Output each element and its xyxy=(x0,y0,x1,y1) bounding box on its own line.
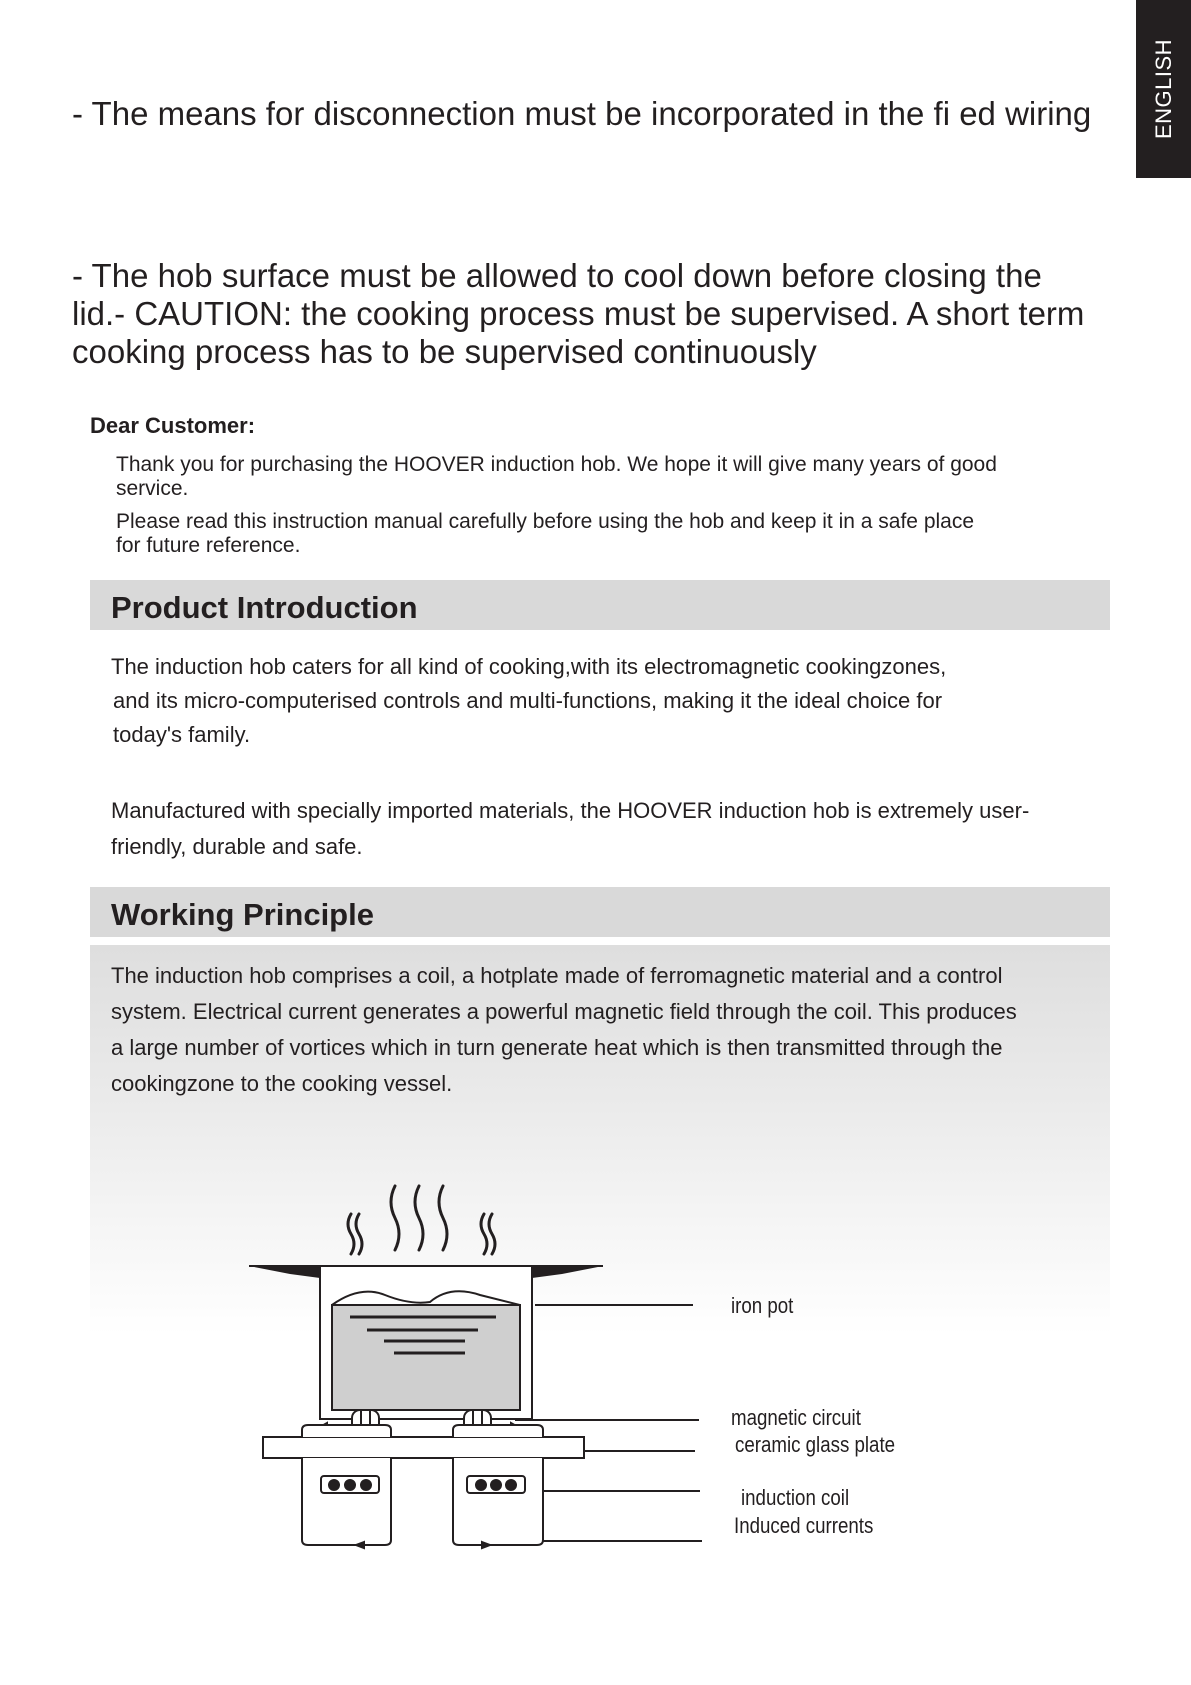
iron-pot-icon xyxy=(249,1266,603,1419)
working-principle-line-3: a large number of vortices which in turn generate heat which is then transmitted through the xyxy=(111,1035,1003,1060)
product-intro-p1-line-2: and its micro-computerised controls and multi-functions, making it the ideal choice for xyxy=(113,688,943,713)
language-label: ENGLISH xyxy=(1150,38,1176,140)
product-intro-heading: Product Introduction xyxy=(111,590,418,625)
read-line-1: Please read this instruction manual carefully before using the hob and keep it in a safe place xyxy=(116,510,975,533)
working-principle-heading: Working Principle xyxy=(111,897,374,932)
product-intro-p2-line-2: friendly, durable and safe. xyxy=(111,834,363,859)
salutation: Dear Customer: xyxy=(90,413,256,438)
label-magnetic-circuit: magnetic circuit xyxy=(731,1405,861,1430)
working-principle-line-4: cookingzone to the cooking vessel. xyxy=(111,1071,453,1096)
read-line-2: for future reference. xyxy=(116,534,301,557)
steam-icon xyxy=(348,1186,495,1254)
product-intro-p2-line-1: Manufactured with specially imported materials, the HOOVER induction hob is extremely user- xyxy=(111,798,1030,823)
product-intro-p1-line-3: today's family. xyxy=(113,722,251,747)
label-iron-pot: iron pot xyxy=(731,1293,794,1318)
warning-cool-down-line-3: cooking process has to be supervised continuously xyxy=(72,333,817,370)
thanks-line-2: service. xyxy=(116,477,189,500)
label-induced-currents: Induced currents xyxy=(734,1513,874,1538)
label-ceramic-glass-plate: ceramic glass plate xyxy=(735,1432,896,1457)
working-principle-line-2: system. Electrical current generates a powerful magnetic field through the coil. This produces xyxy=(111,999,1017,1024)
ceramic-glass-plate-icon xyxy=(263,1437,584,1458)
warning-disconnection: - The means for disconnection must be incorporated in the fi ed wiring xyxy=(72,95,1092,132)
thanks-line-1: Thank you for purchasing the HOOVER induction hob. We hope it will give many years of good xyxy=(116,453,997,476)
working-principle-line-1: The induction hob comprises a coil, a hotplate made of ferromagnetic material and a control xyxy=(111,963,1003,988)
product-intro-p1-line-1: The induction hob caters for all kind of cooking,with its electromagnetic cookingzones, xyxy=(111,654,947,679)
warning-cool-down-line-1: - The hob surface must be allowed to cool down before closing the xyxy=(72,257,1042,294)
label-induction-coil: induction coil xyxy=(741,1485,850,1510)
warning-cool-down-line-2: lid.- CAUTION: the cooking process must be supervised. A short term xyxy=(72,295,1085,332)
